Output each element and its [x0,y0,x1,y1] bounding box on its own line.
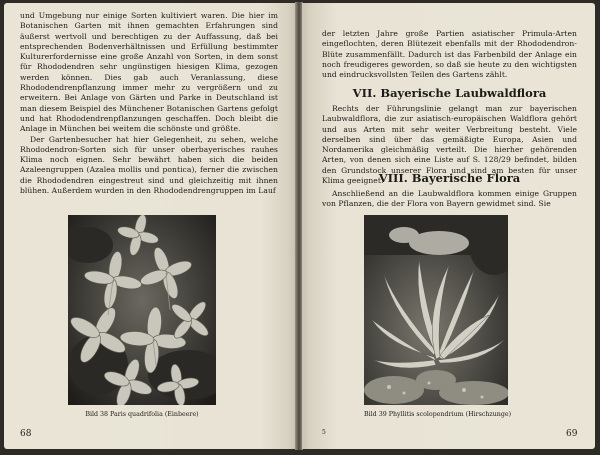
right-flora-text [322,189,577,210]
right-page [302,3,595,449]
right-intro-text [322,29,577,80]
phyllitis-scolopendrium-image [364,215,508,405]
left-paragraph-1: und Umgebung nur einige Sorten kultiviert waren. Die hier im Botanischen Garten mit ihnen gemachten Erfahrungen sind äußerst wertvoll und berechtigen zu der Auffassung, daß bei entsprechenden Bodenverhältnissen und Erfüllung bestimmter Kulturerfordernisse eine große Anzahl von Sorten, in dem sonst für Rhododendren sehr ungünstigen hiesigen Klima, gezogen werden können. Dies gab auch Veranlassung, diese Rhododendrenpflanzung immer mehr zu vergrößern und zu erweitern. Bei Anlage von Gärten und Parke in Deutschland ist man diesem Beispiel des Münchener Botanischen Gartens gefolgt und hat Rhododendrenpflanzungen geschaffen. Doch bleibt die Anlage in München bei weitem die schönste und größte. [20,11,278,134]
heading-bayerische-flora: VIII. Bayerische Flora [378,171,521,185]
photo-phyllitis-scolopendrium [364,215,508,405]
caption-bild-38: Bild 38 Paris quadrifolia (Einbeere) [85,411,199,418]
right-paragraph-flora: Anschließend an die Laubwaldflora kommen einige Gruppen von Pflanzen, die der Flora von Bayern gewidmet sind. Sie [322,189,577,209]
photo-paris-quadrifolia [68,215,216,405]
page-number-left: 68 [20,429,32,439]
right-paragraph-intro: der letzten Jahre große Partien asiatischer Primula-Arten eingeflochten, deren Blütezeit ebenfalls mit der Rhododendron-Blüte zusammenfällt. Dadurch ist das Farbenbild der Anlage ein noch freudigeres geworden, so daß sie heute zu den wichtigsten und eindrucksvollsten Teilen des Gartens zählt. [322,29,577,80]
left-text-block [20,11,278,196]
left-paragraph-2: Der Gartenbesucher hat hier Gelegenheit, zu sehen, welche Rhododendron-Sorten sich für unser oberbayerisches rauhes Klima noch eignen. Sehr bewährt haben sich die beiden Azaleengruppen (Azalea mollis und pontica), ferner die zwischen die Rhododendren eingestreut sind und gleichzeitig mit ihnen blühen. Außerdem wurden in den Rhododendrengruppen im Lauf [20,134,278,196]
heading-bayerische-laubwaldflora: VII. Bayerische Laubwaldflora [352,86,547,100]
signature-mark: 5 [322,429,326,436]
right-paragraph-laubwald: Rechts der Führungslinie gelangt man zur bayerischen Laubwaldflora, die zur asiatisch-europäischen Waldflora gehört und aus Arten mit sehr weiter Verbreitung besteht. Viele derselben sind über das gemäßigte Europa, Asien und Nordamerika gleichmäßig verteilt. Die hierher gehörenden Arten, von denen sich eine Liste auf S. 128/29 befindet, bilden den Grundstock unserer Flora und sind am besten für unser Klima geeignet. [322,104,577,186]
left-page [4,3,296,449]
page-number-right: 69 [566,429,578,439]
paris-quadrifolia-image [68,215,216,405]
caption-bild-39: Bild 39 Phyllitis scolopendrium (Hirschzunge) [364,411,512,418]
